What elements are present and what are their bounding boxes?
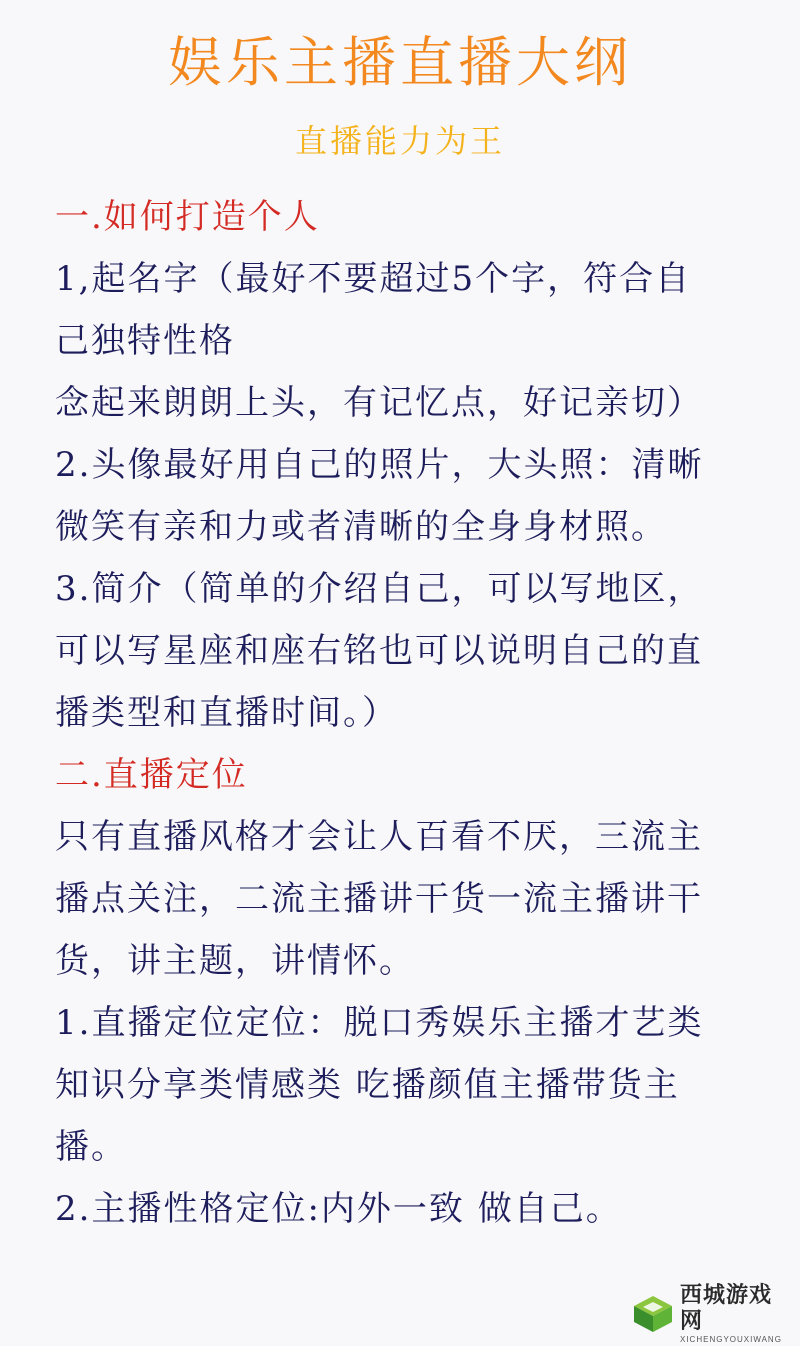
text-line: 微笑有亲和力或者清晰的全身身材照。 [55,507,667,547]
text-line: 播点关注，二流主播讲干货一流主播讲干 [55,879,703,919]
text-line: 念起来朗朗上头，有记忆点，好记亲切） [55,383,703,423]
section-heading: 一.如何打造个人 [55,197,320,237]
text-line: 可以写星座和座右铭也可以说明自己的直 [55,631,703,671]
text-line: 2.主播性格定位:内外一致 做自己。 [55,1189,622,1229]
text-line: 己独特性格 [55,321,235,361]
text-line: 1.直播定位定位：脱口秀娱乐主播才艺类 [55,1003,704,1043]
text-line: 2.头像最好用自己的照片，大头照：清晰 [55,445,704,485]
text-line: 货，讲主题，讲情怀。 [55,941,415,981]
document-title: 娱乐主播直播大纲 [168,31,632,94]
document-subtitle: 直播能力为王 [294,122,505,160]
watermark-domain: XICHENGYOUXIWANG [680,1335,782,1344]
text-line: 播。 [55,1127,127,1167]
watermark-name: 西城游戏网 [680,1282,773,1333]
text-line: 1,起名字（最好不要超过5个字，符合自 [55,259,692,299]
document-body [55,186,755,1240]
section-heading: 二.直播定位 [55,755,248,795]
text-line: 知识分享类情感类 吃播颜值主播带货主 [55,1065,680,1105]
text-line: 播类型和直播时间。） [55,693,398,733]
xicheng-logo-icon [630,1292,676,1336]
text-line: 3.简介（简单的介绍自己，可以写地区， [55,569,704,609]
watermark-logo [630,1282,792,1344]
text-line: 只有直播风格才会让人百看不厌，三流主 [55,817,703,857]
